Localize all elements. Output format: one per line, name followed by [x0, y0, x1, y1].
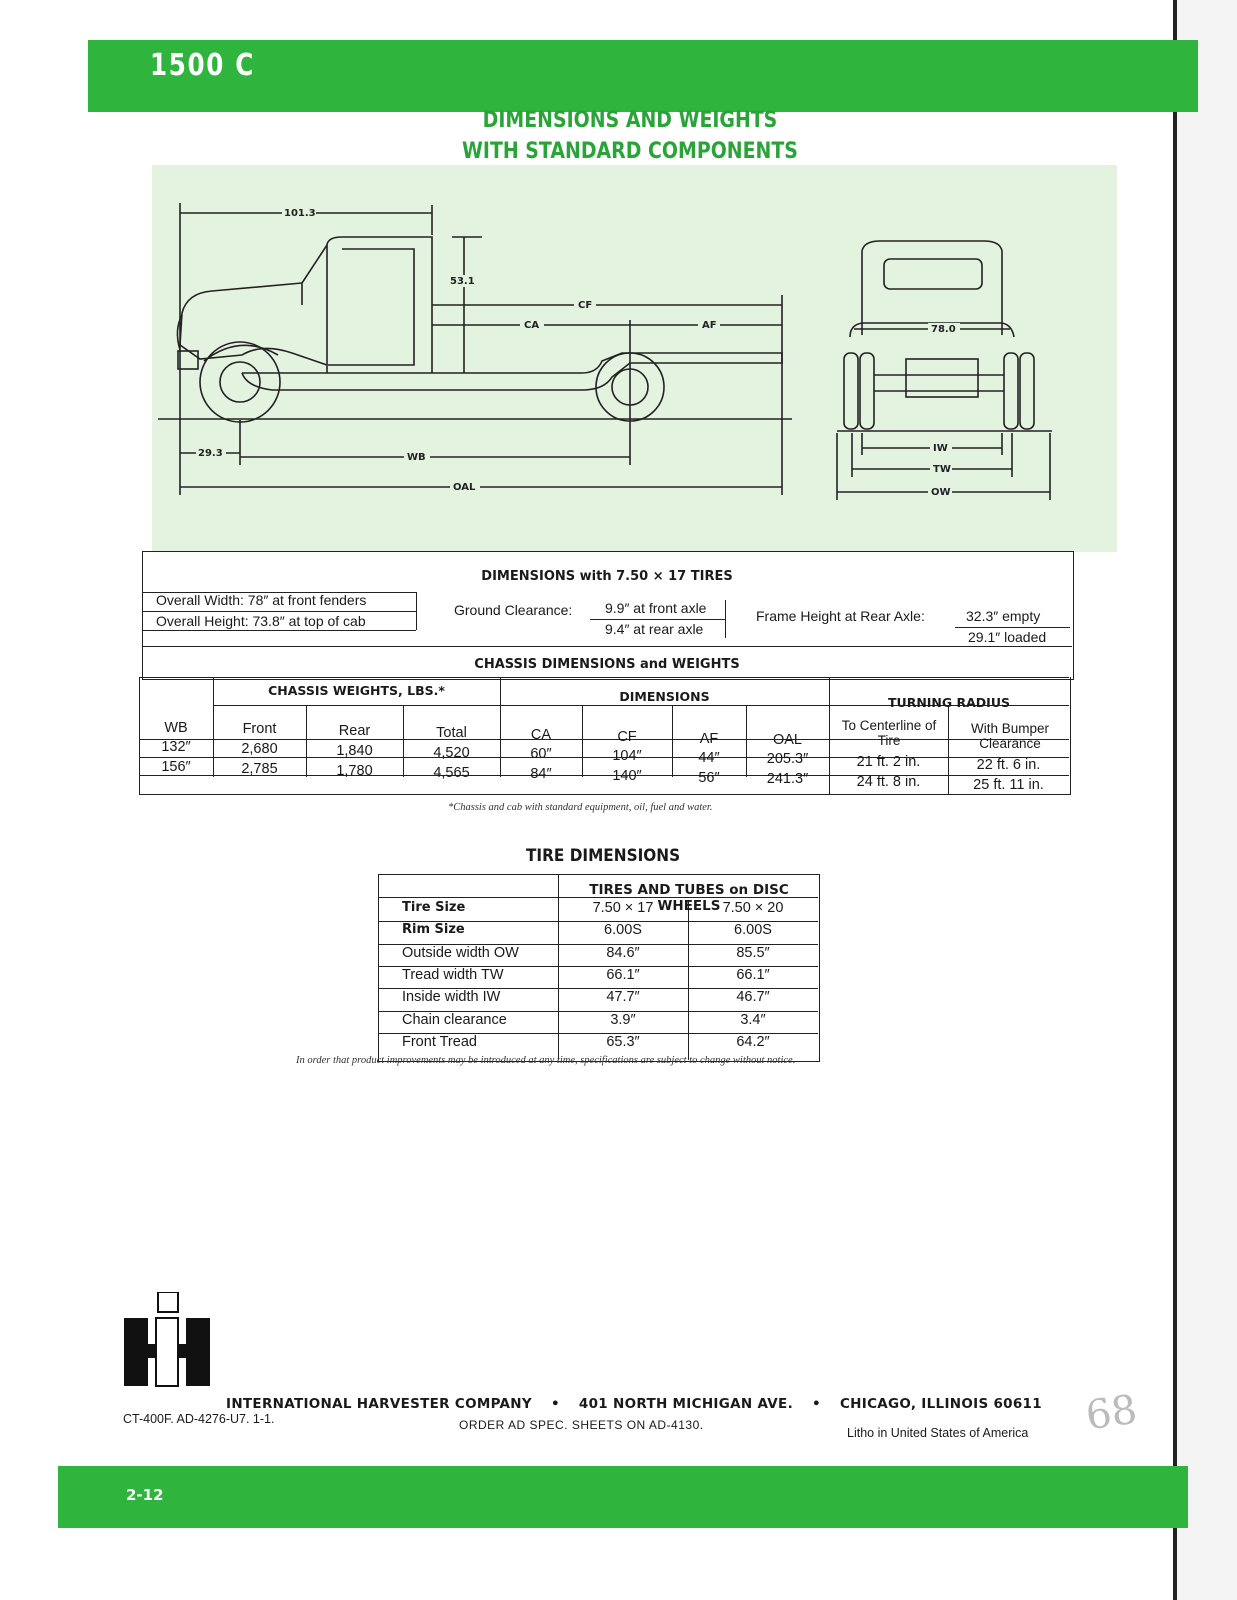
dim-label-wb: WB [407, 452, 426, 463]
truck-drawing [152, 165, 1117, 552]
company-name: INTERNATIONAL HARVESTER COMPANY [226, 1396, 532, 1412]
cell-af: 44″ [698, 750, 720, 766]
company-address: 401 NORTH MICHIGAN AVE. [578, 1396, 793, 1412]
cell-oal: 241.3″ [766, 771, 809, 787]
truck-diagram [152, 165, 1117, 552]
cell-total: 4,520 [433, 745, 470, 761]
rule [416, 592, 417, 630]
col-header-af: AF [699, 731, 719, 747]
cell-bumper: 22 ft. 6 in. [976, 757, 1041, 773]
rule [142, 611, 416, 612]
frame-height-empty: 32.3″ empty [966, 608, 1041, 624]
rule [378, 921, 818, 922]
tire-title: TIRE DIMENSIONS [526, 846, 681, 866]
form-codes: CT-400F. AD-4276-U7. 1-1. [123, 1412, 275, 1426]
cell-wb: 156″ [161, 759, 191, 775]
tire-value-20: 3.4″ [740, 1011, 766, 1028]
tire-value-17: 3.9″ [610, 1011, 636, 1028]
page-title: DIMENSIONS AND WEIGHTS [482, 108, 778, 133]
order-note: ORDER AD SPEC. SHEETS ON AD-4130. [459, 1418, 704, 1432]
cell-centerline: 21 ft. 2 in. [856, 754, 921, 770]
tire-row-label: Inside width IW [402, 989, 501, 1006]
bullet: • [812, 1396, 821, 1412]
cell-centerline: 24 ft. 8 in. [856, 774, 921, 790]
bullet: • [550, 1396, 560, 1412]
specs-note: In order that product improvements may be introduced at any time, specifications are subject to change without notice. [296, 1055, 796, 1066]
col-header-wb: WB [164, 720, 188, 736]
dim-label-101: 101.3 [284, 208, 316, 219]
group-header-weights: CHASSIS WEIGHTS, LBS.* [268, 683, 445, 698]
rule [725, 600, 726, 638]
cell-total: 4,565 [433, 765, 470, 781]
header-band [88, 40, 1198, 112]
chassis-footnote: *Chassis and cab with standard equipment, oil, fuel and water. [448, 802, 713, 813]
tire-value-20: 7.50 × 20 [722, 900, 784, 916]
frame-height-label: Frame Height at Rear Axle: [756, 608, 925, 624]
tire-header: TIRES AND TUBES on DISC WHEELS [589, 882, 789, 914]
cell-cf: 140″ [612, 768, 642, 784]
tire-value-20: 6.00S [734, 922, 772, 939]
page-subtitle: WITH STANDARD COMPONENTS [462, 139, 798, 164]
col-header-centerline: To Centerline of Tire [841, 718, 937, 748]
tire-value-17: 7.50 × 17 [592, 900, 654, 916]
tire-row-label: Front Tread [402, 1033, 477, 1050]
tire-value-17: 66.1″ [606, 966, 640, 983]
tire-value-17: 65.3″ [606, 1033, 640, 1050]
tire-value-17: 84.6″ [606, 944, 640, 961]
dim-label-ca: CA [524, 320, 540, 331]
dim-label-29: 29.3 [198, 448, 223, 459]
group-header-dimensions: DIMENSIONS [619, 689, 710, 704]
cell-rear: 1,840 [336, 743, 373, 759]
cell-cf: 104″ [612, 748, 642, 764]
rule [378, 1011, 818, 1012]
tire-row-label: Tread width TW [402, 966, 504, 983]
cell-ca: 60″ [530, 746, 552, 762]
tire-value-20: 46.7″ [736, 989, 770, 1006]
rule [955, 627, 1070, 628]
rule [139, 677, 1069, 678]
tire-row-label: Tire Size [402, 900, 466, 915]
dim-label-af: AF [702, 320, 717, 331]
tire-value-20: 64.2″ [736, 1033, 770, 1050]
page-number: 2-12 [126, 1486, 164, 1504]
col-header-front: Front [242, 721, 277, 737]
overall-width: Overall Width: 78″ at front fenders [156, 592, 367, 608]
dim-label-78: 78.0 [931, 324, 956, 335]
cell-oal: 205.3″ [766, 751, 809, 767]
tire-value-20: 66.1″ [736, 966, 770, 983]
litho-note: Litho in United States of America [847, 1426, 1029, 1440]
rule [378, 1033, 818, 1034]
dim-label-tw: TW [933, 464, 951, 475]
cell-rear: 1,780 [336, 763, 373, 779]
dim-label-cf: CF [578, 300, 593, 311]
rule [378, 944, 818, 945]
tire-value-20: 85.5″ [736, 944, 770, 961]
col-header-bumper: With Bumper Clearance [970, 721, 1050, 751]
model-title: 1500 C [150, 48, 255, 83]
rule [378, 988, 818, 989]
tire-value-17: 6.00S [604, 922, 642, 939]
rule [378, 966, 818, 967]
cell-af: 56″ [698, 770, 720, 786]
col-header-oal: OAL [772, 732, 802, 748]
dimensions-title: DIMENSIONS with 7.50 × 17 TIRES [481, 569, 733, 584]
frame-height-loaded: 29.1″ loaded [968, 629, 1047, 645]
ground-clearance-rear: 9.4″ at rear axle [605, 621, 704, 637]
cell-wb: 132″ [161, 739, 191, 755]
col-header-total: Total [436, 725, 467, 741]
rule [590, 619, 726, 620]
tire-value-17: 47.7″ [606, 989, 640, 1006]
dim-label-oal: OAL [453, 482, 476, 493]
ground-clearance-front: 9.9″ at front axle [605, 600, 707, 616]
handwritten-number: 68 [1083, 1386, 1140, 1440]
overall-height: Overall Height: 73.8″ at top of cab [156, 613, 366, 629]
dim-label-ow: OW [931, 487, 951, 498]
rule [142, 646, 1072, 647]
cell-ca: 84″ [530, 766, 552, 782]
dim-label-iw: IW [933, 443, 948, 454]
ih-logo [120, 1292, 220, 1392]
tire-row-label: Rim Size [402, 922, 465, 938]
cell-front: 2,785 [241, 761, 278, 777]
col-header-ca: CA [530, 727, 552, 743]
col-header-rear: Rear [338, 723, 371, 739]
cell-front: 2,680 [241, 741, 278, 757]
dim-label-53: 53.1 [450, 276, 475, 287]
tire-row-label: Chain clearance [402, 1011, 507, 1028]
group-header-turning: TURNING RADIUS [888, 695, 1010, 710]
rule [142, 630, 416, 631]
footer-band [58, 1466, 1188, 1528]
ground-clearance-label: Ground Clearance: [454, 602, 573, 618]
col-header-cf: CF [617, 729, 637, 745]
chassis-title: CHASSIS DIMENSIONS and WEIGHTS [474, 657, 740, 672]
company-line [226, 1396, 1042, 1412]
company-city: CHICAGO, ILLINOIS 60611 [839, 1396, 1042, 1412]
page-edge-line [1173, 0, 1177, 1600]
cell-bumper: 25 ft. 11 in. [973, 777, 1044, 793]
page-edge [1174, 0, 1237, 1600]
tire-row-label: Outside width OW [402, 944, 519, 961]
